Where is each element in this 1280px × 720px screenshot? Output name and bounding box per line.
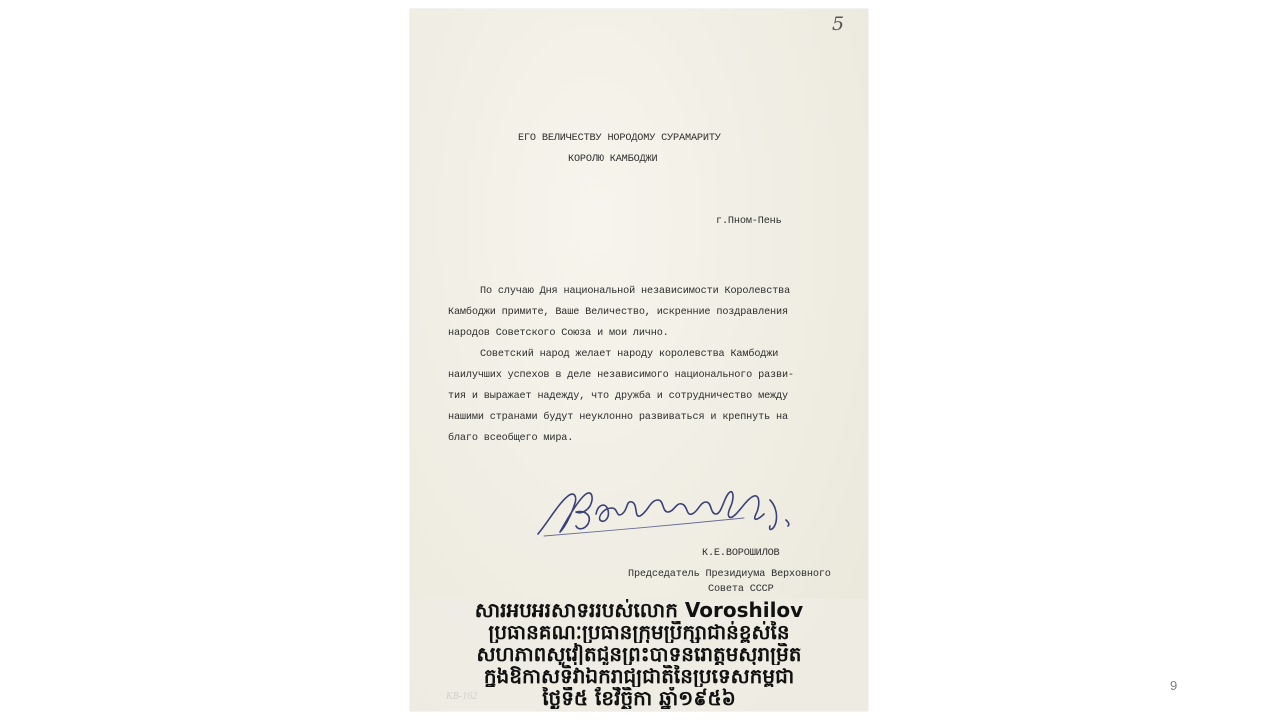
- paragraph2-line-4: нашими странами будут неуклонно развиваться и крепнуть на: [448, 412, 788, 423]
- paragraph2-line-3: тия и выражает надежду, что дружба и сотрудничество между: [448, 391, 788, 402]
- caption-line-2: ប្រធានគណៈប្រធានក្រុមប្រឹក្សាជាន់ខ្ពស់នៃ: [488, 621, 790, 643]
- paragraph2-line-2: наилучших успехов в деле независимого национального разви-: [448, 370, 794, 381]
- caption-line-3: សហភាពសូវៀតជូនព្រះបាទនរោត្តមសុរាម្រិត: [476, 643, 802, 665]
- khmer-caption: [410, 599, 868, 711]
- paragraph2-line-1: Советский народ желает народу королевства Камбоджи: [480, 349, 779, 360]
- addressee-line-1: ЕГО ВЕЛИЧЕСТВУ НОРОДОМУ СУРАМАРИТУ: [518, 133, 721, 144]
- addressee-line-2: КОРОЛЮ КАМБОДЖИ: [568, 154, 658, 165]
- signatory-name: К.Е.ВОРОШИЛОВ: [702, 548, 780, 559]
- caption-line-4: ក្នុងឱកាសទិវាឯករាជ្យជាតិនៃប្រទេសកម្ពុជា: [483, 665, 795, 687]
- slide-number: 9: [1170, 678, 1178, 693]
- signatory-title-line-1: Председатель Президиума Верховного: [628, 569, 831, 580]
- handwritten-page-mark: 5: [832, 13, 845, 35]
- caption-line-5: ថ្ងៃទី៥ ខែវិច្ឆិកា ឆ្នាំ១៩៥៦: [542, 687, 736, 709]
- handwritten-signature-icon: [534, 474, 814, 554]
- paragraph1-line-2: Камбоджи примите, Ваше Величество, искренние поздравления: [448, 307, 788, 318]
- city-line: г.Пном-Пень: [716, 216, 782, 227]
- signatory-title-line-2: Совета СССР: [708, 584, 774, 595]
- document-image: [410, 9, 868, 711]
- caption-line-1: សារអបអរសាទររបស់លោក Voroshilov: [474, 599, 804, 621]
- paragraph1-line-3: народов Советского Союза и мои лично.: [448, 328, 669, 339]
- paragraph2-line-5: благо всеобщего мира.: [448, 433, 574, 444]
- paragraph1-line-1: По случаю Дня национальной независимости Королевства: [480, 286, 791, 297]
